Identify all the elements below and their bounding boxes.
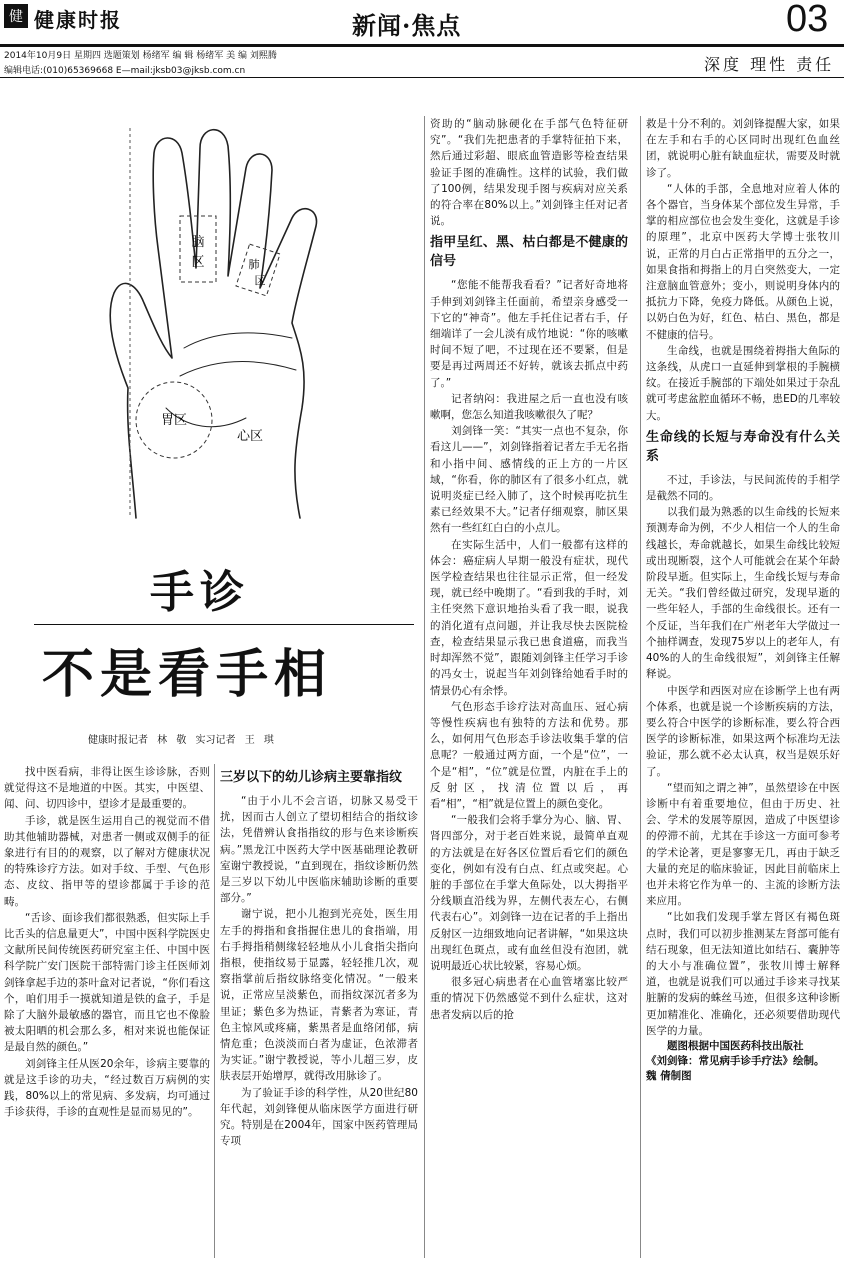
paragraph: 救是十分不利的。刘剑锋提醒大家，如果在左手和右手的心区同时出现红色血丝团，就说明心脏有缺血症状，需要及时就诊了。 <box>646 118 840 179</box>
lung-zone-label-2: 区 <box>254 274 266 287</box>
paragraph: “您能不能帮我看看？”记者好奇地将手伸到刘剑锋主任面前，希望亲身感受一下它的“神奇”。他左手托住记者右手，仔细端详了一会儿淡有成竹地说：“你的咳嗽时间不短了吧，不过现在还不要紧，但是要是再过两周还不好转，就该去抓点中药了。” <box>430 279 628 389</box>
hand-illustration <box>96 108 406 538</box>
page-number: 03 <box>786 0 829 40</box>
heart-zone-label: 心区 <box>236 429 264 444</box>
article-column-a <box>4 764 210 1258</box>
stomach-zone-label: 胃区 <box>160 413 188 428</box>
paragraph: “望而知之谓之神”，虽然望诊在中医诊断中有着重要地位，但由于历史、社会、学术的发展等原因，造成了中医望诊的停滞不前，尤其在手诊这一方面可参考的学术论著，更是寥寥无几，再由于缺乏大量的充足的临床验证，因此目前临床上也并未将它作为单一的、主流的诊断方法来应用。 <box>646 781 840 908</box>
byline: 健康时报记者 林 敬 实习记者 王 琪 <box>88 735 274 746</box>
paragraph: “人体的手部，全息地对应着人体的各个器官，当身体某个部位发生异常，手掌的相应部位也会发生变化，这就是手诊的原理”，北京中医药大学博士张牧川说，正常的月白占正常指甲的五分之一，如果食指和拇指上的月白突然变大，一定注意脑血管意外；变小，则说明身体内的抵抗力下降，免疫力降低。从颜色上说，以奶白色为好，红色、枯白、黑色，都是不健康的信号。 <box>646 182 840 341</box>
headline-line2: 不是看手相 <box>42 644 333 705</box>
lung-zone-label-1: 肺 <box>248 258 260 271</box>
section-title: 新闻·焦点 <box>352 11 462 40</box>
column-divider <box>214 764 215 1258</box>
issue-info: 2014年10月9日 星期四 选题策划 杨绪军 编 辑 杨绪军 美 编 刘熙腾 <box>4 51 277 61</box>
paragraph: 不过，手诊法，与民间流传的手相学是截然不同的。 <box>646 473 840 503</box>
article-column-b <box>220 764 418 1258</box>
paragraph: 气色形态手诊疗法对高血压、冠心病等慢性疾病也有独特的方法和优势。那么，如何用气色形态手诊法收集手掌的信息呢？一般通过两方面，一个是“位”，一个是“相”，“位”就是位置，内脏在手上的反射区，找清位置以后，再看“相”，“相”就是位置上的颜色变化。 <box>430 700 628 810</box>
brain-zone-label-2: 区 <box>191 255 205 270</box>
credit-line: 《刘剑锋：常见病手诊手疗法》绘制。 <box>646 1054 825 1067</box>
paragraph: 生命线，也就是围绕着拇指大鱼际的这条线，从虎口一直延伸到掌根的手腕横纹。在接近手腕部的下端处如果过于杂乱就可考虑盆腔血循环不畅，患ED的几率较大。 <box>646 344 840 422</box>
paragraph: 很多冠心病患者在心血管堵塞比较严重的情况下仍然感觉不到什么症状，这对患者发病以后的抢 <box>430 976 628 1021</box>
credit-line: 魏 倩制图 <box>646 1069 692 1082</box>
motto: 深度 理性 责任 <box>704 55 835 74</box>
headline-line1: 手诊 <box>150 567 250 618</box>
subheading: 生命线的长短与寿命没有什么关系 <box>646 429 840 464</box>
subheading: 指甲呈红、黑、枯白都是不健康的信号 <box>430 235 628 270</box>
paragraph: “由于小儿不会言语，切脉又易受干扰，因而古人创立了望切相结合的指纹诊法，凭借辨认食指指纹的形与色来诊断疾病。”黑龙江中医药大学中医基础理论教研室谢宁教授说，“直到现在，指纹诊断仍然是三岁以下幼儿中医临床辅助诊断的重要部分。” <box>220 795 418 905</box>
headline-rule <box>34 624 414 625</box>
column-divider <box>424 116 425 1258</box>
paragraph: 手诊，就是医生运用自己的视觉而不借助其他辅助器械，对患者一侧或双侧手的征象进行有目的的观察，以了解对方健康状况的特殊诊疗方法。如对手纹、手型、气色形态、皮纹、指甲等的望诊都属于手诊的范畴。 <box>4 814 210 908</box>
masthead <box>0 0 844 47</box>
article-column-d <box>646 116 840 1258</box>
paragraph: “舌诊、面诊我们都很熟悉，但实际上手比舌头的信息量更大”，中国中医科学院医史文献所民间传统医药研究室主任、中国中医科学院广安门医院干部特需门诊主任医师刘剑锋拿起手边的茶叶盒对记者说，“你们看这个，咱们用手一摸就知道是铁的盒子，手是除了大脑外最敏感的器官，而且它也不像脸被太阳晒的机会那么多，相对来说也能保证是最自然的颜色。” <box>4 911 210 1054</box>
paragraph: 资助的“脑动脉硬化在手部气色特征研究”。“我们先把患者的手掌特征拍下来，然后通过彩超、眼底血管造影等检查结果验证手图的准确性。这样的试验，我们做了100例，结果发现手图与疾病对应关系的符合率在80%以上。”刘剑锋主任对记者说。 <box>430 118 628 228</box>
header-rule <box>0 77 844 78</box>
paragraph: 刘剑锋一笑：“其实一点也不复杂，你看这儿——”，刘剑锋指着记者左手无名指和小指中间、感情线的正上方的一片区域，“你看，你的肺区有了很多小红点，就说明炎症已经入肺了，这个时候再吃抗生素已经效果不大。”记者仔细观察，肺区果然有一些红红白白的小点儿。 <box>430 425 628 535</box>
paragraph: 谢宁说，把小儿抱到光亮处，医生用左手的拇指和食指握住患儿的食指端，用右手拇指稍侧缘轻轻地从小儿食指尖指向指根，使指纹易于显露，轻轻推几次，观察指掌前后指纹脉络变化情况。“一般来说，正常应呈淡紫色，而指纹深沉者多为里证；紫色多为热证，青紫者为寒证，青色主惊风或疼痛，紫黑者是血络闭郁，病情危重；色淡淡而白者为虚证，色浓滞者为实证。”谢宁教授说，等小儿超三岁，皮肤表层开始增厚，就得改用脉诊了。 <box>220 908 418 1083</box>
paragraph: 以我们最为熟悉的以生命线的长短来预测寿命为例，不少人相信一个人的生命线越长，寿命就越长，如果生命线比较短或出现断裂，这个人可能就会在某个年龄阶段早逝。但实际上，生命线长短与寿命无关。“我们曾经做过研究，发现早逝的一些年轻人，手部的生命线很长。还有一个反证，当年我们在广州老年大学做过一个抽样调查，发现75岁以上的老年人，有40%的人的生命线很短”，刘剑锋主任解释说。 <box>646 506 840 681</box>
paragraph: 中医学和西医对应在诊断学上也有两个体系，也就是说一个诊断疾病的方法，要么符合中医学的诊断标准，要么符合西医学的诊断标准，如果这两个标准均无法验证，那么就不必太认真，权当是娱乐好了。 <box>646 684 840 778</box>
column-divider <box>640 116 641 1258</box>
paper-logo-icon: 健 <box>4 4 28 28</box>
paragraph: 刘剑锋主任从医20余年，诊病主要靠的就是这手诊的功夫，“经过数百万病例的实践，80%以上的常见病、多发病，均可通过手诊获得，手诊的直观性是显而易见的”。 <box>4 1057 210 1119</box>
brain-zone-label-1: 脑 <box>191 235 205 250</box>
paragraph: “一般我们会将手掌分为心、脑、胃、肾四部分，对于老百姓来说，最简单直观的方法就是在好各区位置后看它们的颜色变化，例如有没有白点、红点或突起。心脏的手部位在手掌大鱼际处，以大拇指平分线顺直沿线为界，左侧代表左心，右侧代表右心”。刘剑锋一边在记者的手上指出反射区一边细致地向记者讲解，“如果这块出现红色斑点，或有血丝但没有泡团，就说明最近心状比较紧，容易心烦。 <box>430 814 628 972</box>
paragraph: “比如我们发现手掌左肾区有褐色斑点时，我们可以初步推测某左肾部可能有结石现象，但无法知道比如结石、囊肿等的大小与准确位置”，张牧川博士解释道，也就是说我们可以通过手诊来寻找某脏腑的发病的蛛丝马迹，但很多这种诊断更加精准化、准确化，还必须要借助现代医学的力量。 <box>646 911 840 1037</box>
paragraph: 记者纳闷：我进屋之后一直也没有咳嗽啊，您怎么知道我咳嗽很久了呢？ <box>430 392 628 422</box>
paragraph: 在实际生活中，人们一般都有这样的体会：癌症病人早期一般没有症状，现代医学检查结果也往往显示正常，但一经发现，就已经中晚期了。“看到我的手时，刘主任突然下意识地抬头看了我一眼，说我的消化道有点问题，并让我尽快去医院检查，检查结果显示我已患食道癌，而我当时却浑然不觉”，跟随刘剑锋主任学习手诊的冯女士，说起当年刘剑锋给她看手时的情景仍心有余悸。 <box>430 538 628 697</box>
paragraph: 找中医看病，非得让医生诊诊脉，否则就觉得这不是地道的中医。其实，中医望、闻、问、切四诊中，望诊才是最重要的。 <box>4 766 210 811</box>
illustration-credit <box>646 1039 840 1084</box>
credit-line: 题图根据中国医药科技出版社 <box>667 1039 804 1052</box>
subheading: 三岁以下的幼儿诊病主要靠指纹 <box>220 770 403 785</box>
paper-name: 健康时报 <box>34 8 122 32</box>
article-column-c <box>430 116 628 1258</box>
hand-outline <box>110 130 316 518</box>
contact-info: 编辑电话:(010)65369668 E—mail:jksb03@jksb.com.cn <box>4 66 246 76</box>
paragraph: 为了验证手诊的科学性，从20世纪80年代起，刘剑锋便从临床医学方面进行研究。特别是在2004年，国家中医药管理局专项 <box>220 1086 418 1148</box>
